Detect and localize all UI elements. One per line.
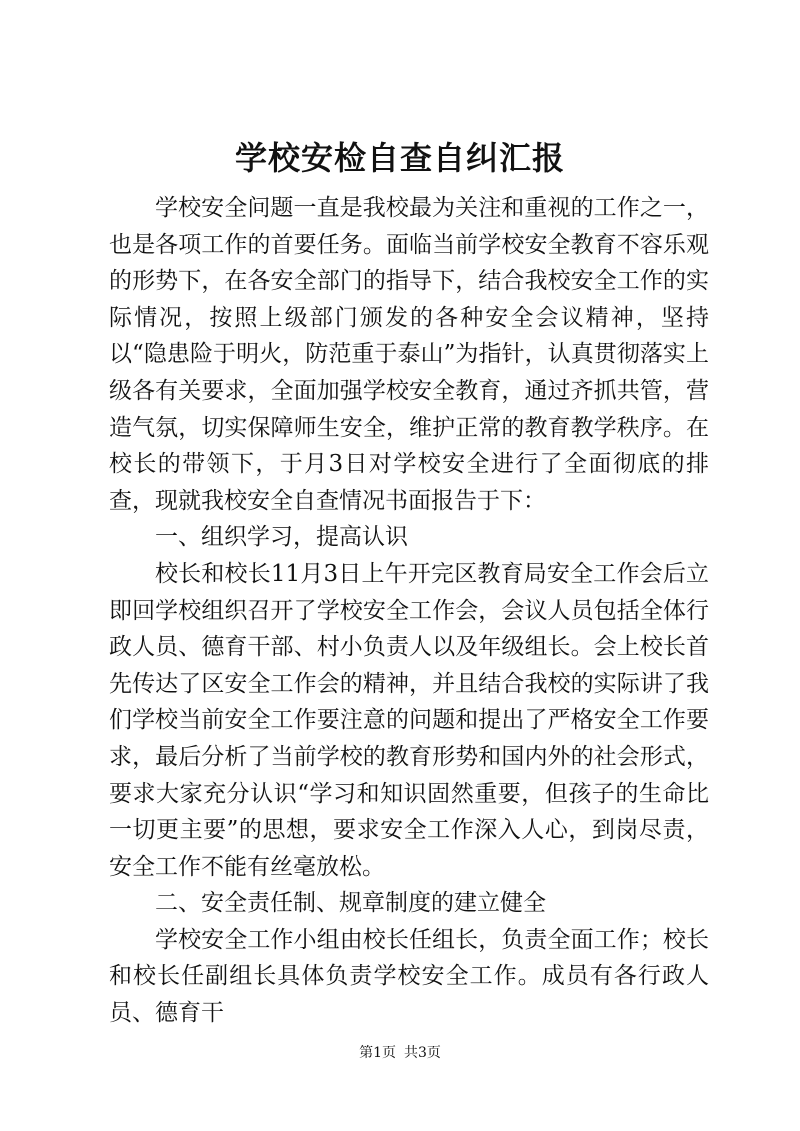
page-number: 第1页 bbox=[359, 1045, 396, 1061]
paragraph-intro: 学校安全问题一直是我校最为关注和重视的工作之一，也是各项工作的首要任务。面临当前学校安全教育不容乐观的形势下，在各安全部门的指导下，结合我校安全工作的实际情况，按照上级部门颁发的各种安全会议精神，坚持以“隐患险于明火，防范重于泰山”为指针，认真贯彻落实上级各有关要求，全面加强学校安全教育，通过齐抓共管，营造气氛，切实保障师生安全，维护正常的教育教学秩序。在校长的带领下，于月3日对学校安全进行了全面彻底的排查，现就我校安全自查情况书面报告于下： bbox=[109, 195, 709, 514]
document-body bbox=[109, 190, 709, 1032]
document-title: 学校安检自查自纠汇报 bbox=[234, 139, 565, 177]
page-total: 共3页 bbox=[404, 1045, 441, 1061]
section-heading-2: 二、安全责任制、规章制度的建立健全 bbox=[155, 890, 546, 917]
paragraph-section-2: 学校安全工作小组由校长任组长，负责全面工作；校长和校长任副组长具体负责学校安全工作。成员有各行政人员、德育干 bbox=[109, 926, 709, 1027]
section-heading-1: 一、组织学习，提高认识 bbox=[155, 524, 408, 551]
paragraph-section-1: 校长和校长11月3日上午开完区教育局安全工作会后立即回学校组织召开了学校安全工作会，会议人员包括全体行政人员、德育干部、村小负责人以及年级组长。会上校长首先传达了区安全工作会的精神，并且结合我校的实际讲了我们学校当前安全工作要注意的问题和提出了严格安全工作要求，最后分析了当前学校的教育形势和国内外的社会形式，要求大家充分认识“学习和知识固然重要，但孩子的生命比一切更主要”的思想，要求安全工作深入人心，到岗尽责，安全工作不能有丝毫放松。 bbox=[109, 560, 709, 880]
page-footer bbox=[0, 1043, 800, 1063]
